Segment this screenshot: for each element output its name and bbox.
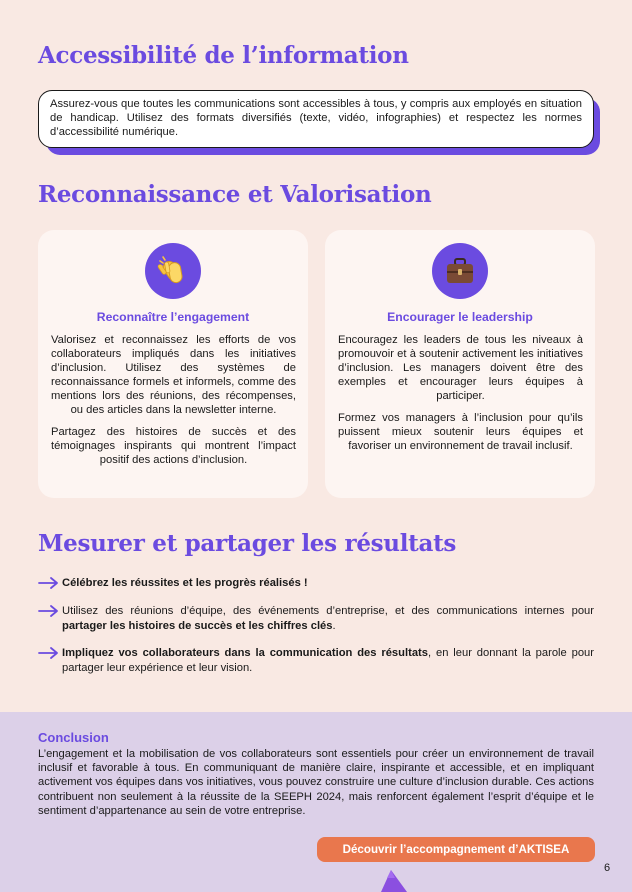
clapping-hands-icon bbox=[145, 243, 201, 299]
arrow-right-icon bbox=[38, 646, 62, 675]
cursor-pointer-icon bbox=[377, 864, 411, 892]
accessibility-text: Assurez-vous que toutes les communications sont accessibles à tous, y compris aux employés en situation de handicap. Utilisez des formats diversifiés (texte, vidéo, infographies) et respectez les normes d’accessibilité numérique. bbox=[50, 98, 582, 138]
discover-aktisea-button[interactable]: Découvrir l’accompagnement d’AKTISEA bbox=[317, 837, 595, 862]
card-paragraph: Valorisez et reconnaissez les efforts de vos collaborateurs impliqués dans les initiatives d’inclusion. Utilisez des systèmes de reconnaissance formels et informels, comme des mentions lors des réunions, des récompenses, ou des articles dans la newsletter interne. bbox=[51, 334, 296, 416]
section-title-results: Mesurer et partager les résultats bbox=[38, 530, 457, 557]
card-title: Encourager le leadership bbox=[387, 310, 533, 324]
result-bold: Impliquez vos collaborateurs dans la communication des résultats bbox=[62, 647, 428, 659]
accessibility-info-box bbox=[38, 90, 594, 148]
arrow-right-icon bbox=[38, 576, 62, 595]
list-item bbox=[38, 576, 594, 595]
conclusion-text: L’engagement et la mobilisation de vos collaborateurs sont essentiels pour créer un environnement de travail inclusif et favorable à tous. En communiquant de manière claire, inspirante et accessible, et en impliquant activement vos équipes dans vos initiatives, vous pouvez construire une culture d’inclusion durable. Ces actions contribuent non seulement à la réussite de la SEEPH 2024, mais renforcent également l’esprit d’équipe et le sentiment d’appartenance au sein de votre entreprise. bbox=[38, 748, 594, 817]
card-body bbox=[51, 333, 296, 467]
card-paragraph: Partagez des histoires de succès et des témoignages inspirants qui montrent l’impact positif des actions d’inclusion. bbox=[51, 426, 296, 466]
list-item bbox=[38, 604, 594, 633]
card-encourage-leadership bbox=[325, 230, 595, 498]
result-bold: Célébrez les réussites et les progrès réalisés ! bbox=[62, 577, 308, 589]
result-bold: partager les histoires de succès et les chiffres clés bbox=[62, 619, 333, 632]
card-recognize-engagement bbox=[38, 230, 308, 498]
card-paragraph: Formez vos managers à l’inclusion pour qu’ils puissent mieux soutenir leurs équipes et favoriser un environnement de travail inclusif. bbox=[338, 412, 583, 452]
result-text: , en leur donnant la parole pour partager leur expérience et leur vision. bbox=[62, 647, 594, 674]
result-text: Utilisez des réunions d’équipe, des événements d’entreprise, et des communications internes pour bbox=[62, 605, 594, 617]
list-item bbox=[38, 646, 594, 675]
card-body bbox=[338, 333, 583, 453]
card-paragraph: Encouragez les leaders de tous les niveaux à promouvoir et à soutenir activement les initiatives d’inclusion. Les managers doivent être des exemples et encourager leurs équipes à participer. bbox=[338, 334, 583, 402]
page-number: 6 bbox=[604, 862, 611, 874]
section-title-recognition: Reconnaissance et Valorisation bbox=[38, 181, 432, 208]
result-text: . bbox=[332, 619, 336, 632]
section-title-accessibility: Accessibilité de l’information bbox=[38, 42, 409, 69]
briefcase-icon bbox=[432, 243, 488, 299]
card-title: Reconnaître l’engagement bbox=[96, 310, 250, 324]
arrow-right-icon bbox=[38, 604, 62, 633]
conclusion-title: Conclusion bbox=[38, 730, 109, 745]
conclusion-section bbox=[0, 712, 632, 892]
